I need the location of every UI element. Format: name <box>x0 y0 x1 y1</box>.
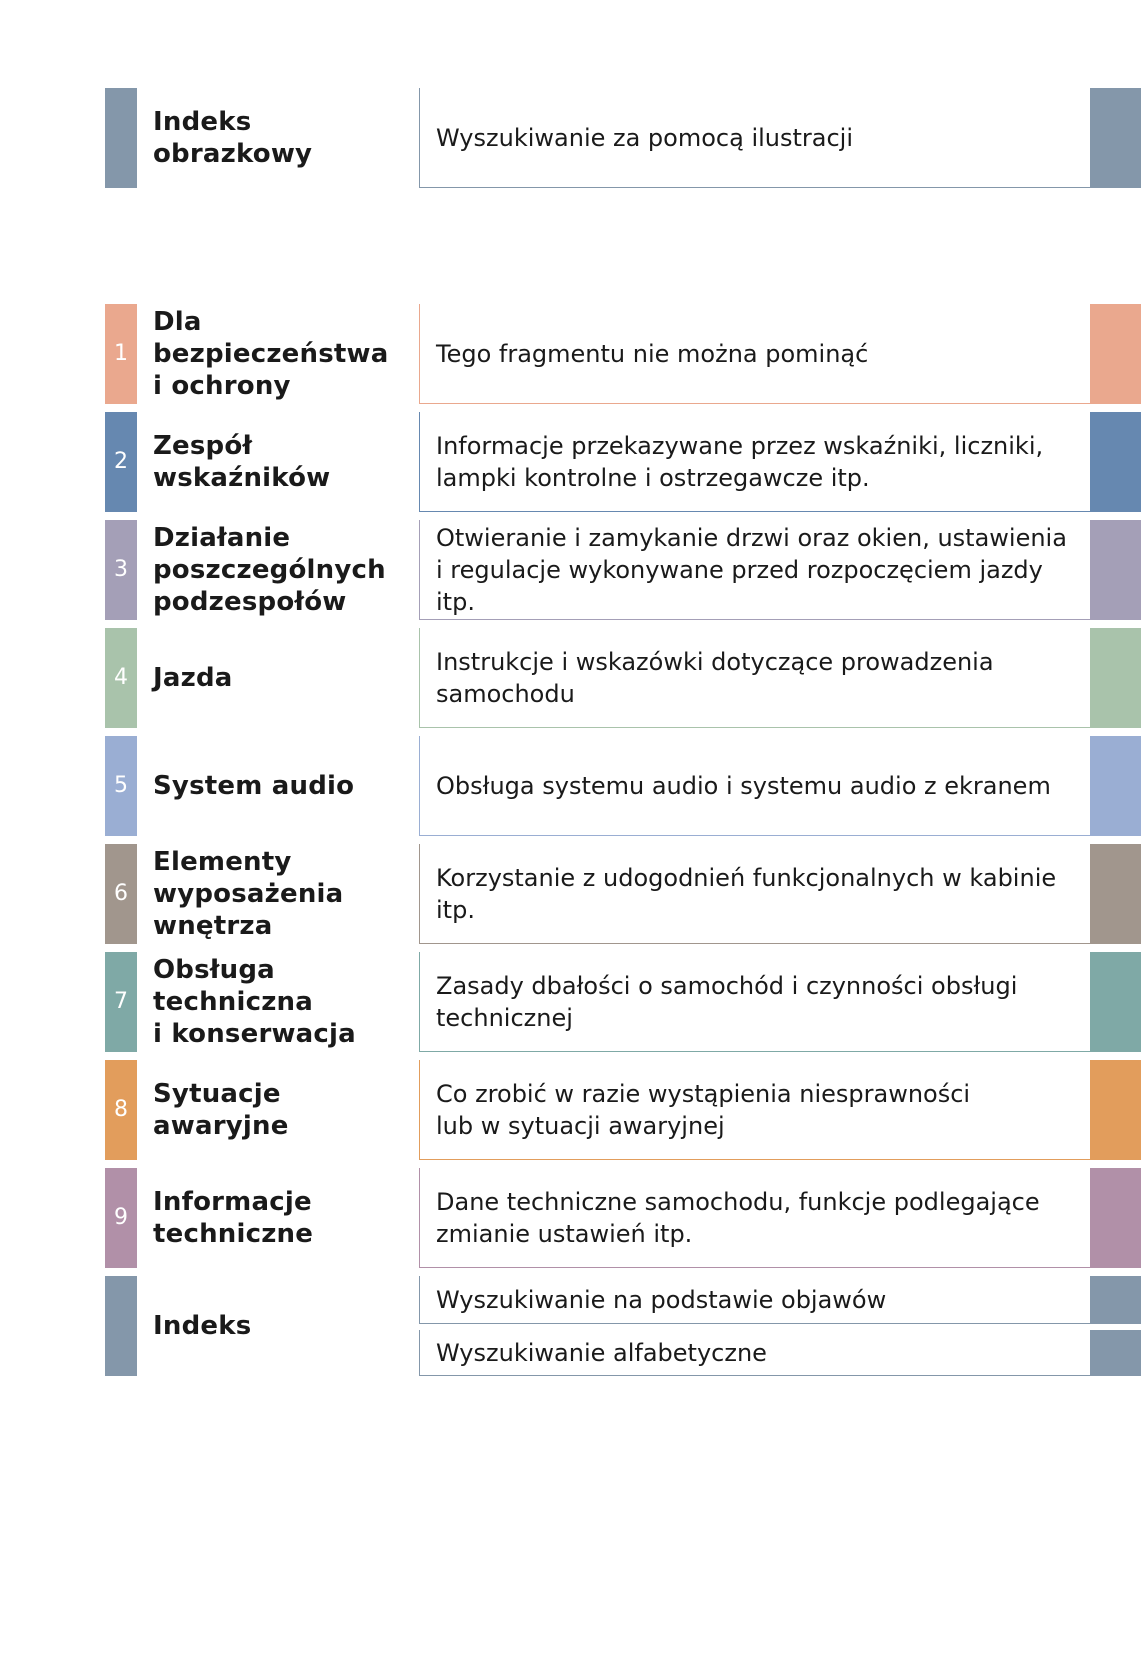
chapter-title: Zespół wskaźników <box>153 431 331 493</box>
index-symptoms-right-tab[interactable] <box>1090 1276 1141 1324</box>
index-item-symptoms-label: Wyszukiwanie na podstawie objawów <box>436 1285 887 1314</box>
picture-index-row[interactable] <box>0 88 1141 188</box>
chapter-number: 3 <box>114 557 128 582</box>
chapter-description-box <box>419 952 1090 1052</box>
chapter-row-5[interactable] <box>0 736 1141 836</box>
chapter-description: Instrukcje i wskazówki dotyczące prowadzenia samochodu <box>436 647 994 708</box>
chapter-right-tab[interactable] <box>1090 952 1141 1052</box>
chapter-row-2[interactable] <box>0 412 1141 512</box>
chapter-right-tab[interactable] <box>1090 1060 1141 1160</box>
chapter-number: 4 <box>114 665 128 690</box>
chapter-row-9[interactable] <box>0 1168 1141 1268</box>
chapter-title: Działanie poszczególnych podzespołów <box>153 523 386 617</box>
chapter-row-7[interactable] <box>0 952 1141 1052</box>
chapter-right-tab[interactable] <box>1090 1168 1141 1268</box>
picture-index-title: Indeks obrazkowy <box>153 107 313 169</box>
chapter-number: 2 <box>114 449 128 474</box>
chapter-description-box <box>419 844 1090 944</box>
chapter-description: Korzystanie z udogodnień funkcjonalnych w kabinie itp. <box>436 863 1057 924</box>
chapter-number: 9 <box>114 1205 128 1230</box>
chapter-number: 7 <box>114 989 128 1014</box>
chapter-description: Informacje przekazywane przez wskaźniki, liczniki, lampki kontrolne i ostrzegawcze itp. <box>436 431 1044 492</box>
chapter-description-box <box>419 412 1090 512</box>
chapter-title: Informacje techniczne <box>153 1187 314 1249</box>
index-left-tab <box>105 1276 137 1376</box>
chapter-right-tab[interactable] <box>1090 736 1141 836</box>
index-item-alphabetical[interactable] <box>419 1330 1090 1376</box>
chapter-row-8[interactable] <box>0 1060 1141 1160</box>
chapter-description-box <box>419 1168 1090 1268</box>
picture-index-description: Wyszukiwanie za pomocą ilustracji <box>436 123 854 152</box>
chapter-description: Dane techniczne samochodu, funkcje podlegające zmianie ustawień itp. <box>436 1187 1040 1248</box>
chapter-row-6[interactable] <box>0 844 1141 944</box>
chapter-title: Jazda <box>153 663 233 693</box>
chapter-right-tab[interactable] <box>1090 412 1141 512</box>
chapter-description-box <box>419 628 1090 728</box>
picture-index-description-box <box>419 88 1090 188</box>
index-row[interactable] <box>0 1276 1141 1376</box>
chapter-description: Obsługa systemu audio i systemu audio z ekranem <box>436 771 1051 800</box>
chapter-description-box <box>419 736 1090 836</box>
chapter-description-box <box>419 304 1090 404</box>
index-title: Indeks <box>153 1311 252 1341</box>
chapter-number: 1 <box>114 341 128 366</box>
chapter-description-box <box>419 1060 1090 1160</box>
chapter-right-tab[interactable] <box>1090 628 1141 728</box>
chapter-title: Obsługa techniczna i konserwacja <box>153 955 356 1049</box>
chapter-description-box <box>419 520 1090 620</box>
chapter-number: 6 <box>114 881 128 906</box>
chapter-title: System audio <box>153 771 355 801</box>
index-alphabetical-right-tab[interactable] <box>1090 1330 1141 1376</box>
chapter-right-tab[interactable] <box>1090 520 1141 620</box>
chapter-right-tab[interactable] <box>1090 304 1141 404</box>
index-item-alphabetical-label: Wyszukiwanie alfabetyczne <box>436 1338 767 1367</box>
chapter-number: 8 <box>114 1097 128 1122</box>
chapter-number: 5 <box>114 773 128 798</box>
chapter-description: Zasady dbałości o samochód i czynności obsługi technicznej <box>436 971 1018 1032</box>
chapter-description: Tego fragmentu nie można pominąć <box>436 339 869 368</box>
chapter-title: Elementy wyposażenia wnętrza <box>153 847 344 941</box>
picture-index-left-tab <box>105 88 137 188</box>
chapter-row-1[interactable] <box>0 304 1141 404</box>
chapter-description: Co zrobić w razie wystąpienia niesprawności lub w sytuacji awaryjnej <box>436 1079 971 1140</box>
chapter-description: Otwieranie i zamykanie drzwi oraz okien, ustawienia i regulacje wykonywane przed rozpoczęciem jazdy itp. <box>436 523 1067 616</box>
chapter-row-4[interactable] <box>0 628 1141 728</box>
chapter-title: Sytuacje awaryjne <box>153 1079 289 1141</box>
chapter-title: Dla bezpieczeństwa i ochrony <box>153 307 389 401</box>
picture-index-right-tab[interactable] <box>1090 88 1141 188</box>
chapter-row-3[interactable] <box>0 520 1141 620</box>
chapter-right-tab[interactable] <box>1090 844 1141 944</box>
index-item-symptoms[interactable] <box>419 1276 1090 1324</box>
